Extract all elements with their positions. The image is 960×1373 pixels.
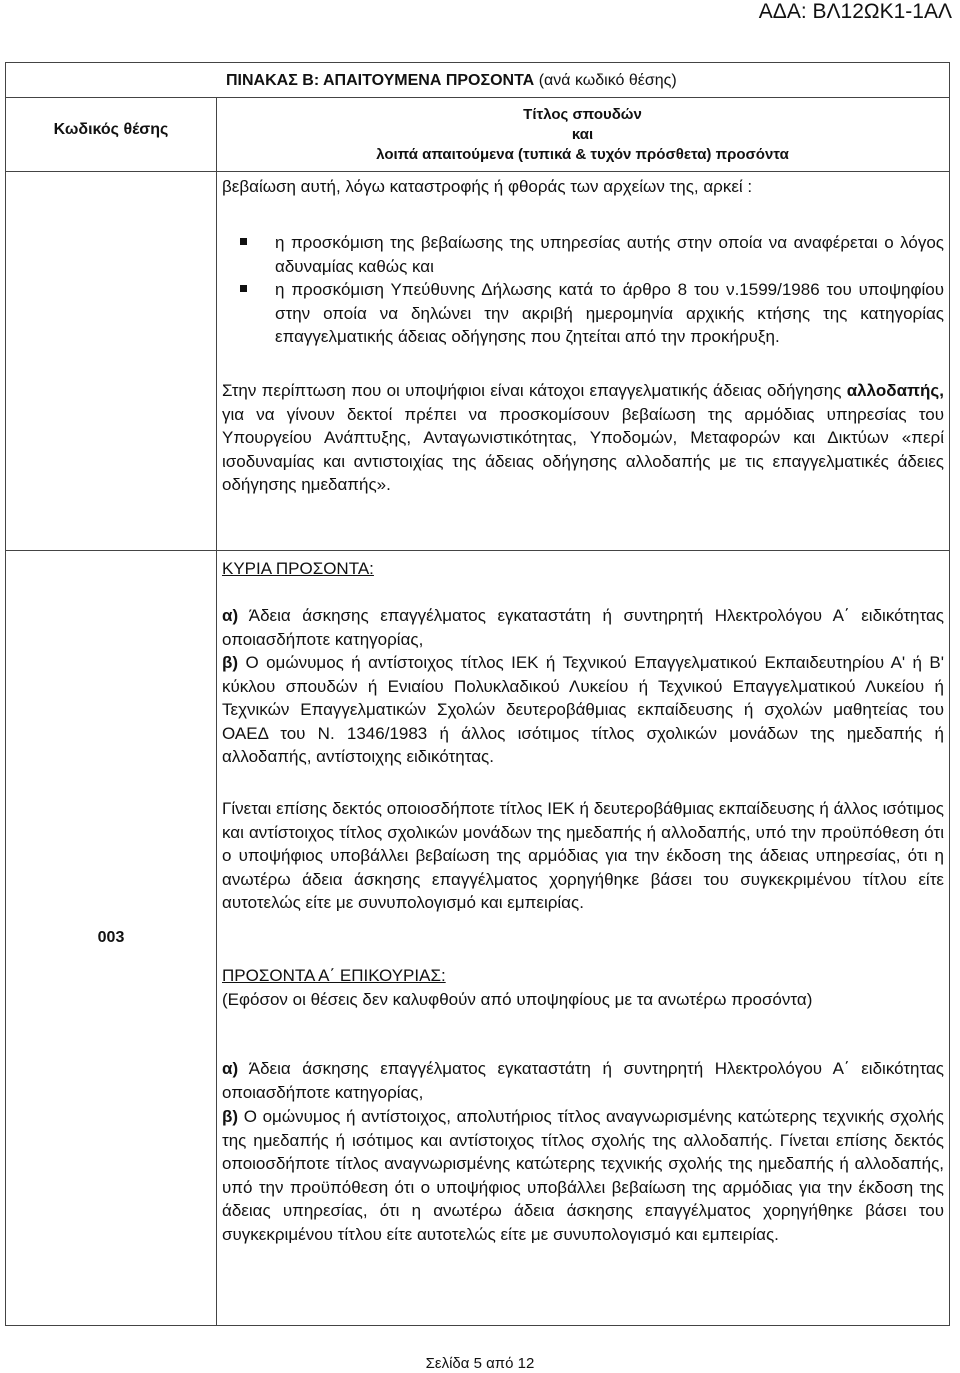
main-qualification-b xyxy=(222,651,944,769)
list-item xyxy=(275,278,944,349)
paragraph-emphasis: αλλοδαπής, xyxy=(846,381,944,400)
column-header-line3: λοιπά απαιτούμενα (τυπικά & τυχόν πρόσθετα) προσόντα xyxy=(376,146,789,163)
heading-text: ΚΥΡΙΑ ΠΡΟΣΟΝΤΑ: xyxy=(222,559,374,578)
bullet-text: η προσκόμιση Υπεύθυνης Δήλωσης κατά το άρθρο 8 του ν.1599/1986 του υποψηφίου στην οποία να δηλώνει την ακριβή ημερομηνία αρχικής κτήσης της κατηγορίας επαγγελματικής άδειας οδήγησης που ζητείται από την προκήρυξη. xyxy=(275,280,944,347)
item-text: Ο ομώνυμος ή αντίστοιχος, απολυτήριος τίτλος αναγνωρισμένης κατώτερης τεχνικής σχολής της ημεδαπής ή ισότιμος και αντίστοιχος τίτλος σχολής της αλλοδαπής. Γίνεται επίσης δεκτός οποιοσδήποτε τίτλος αναγνωρισμένης κατώτερης τεχνικής σχολής της ημεδαπής ή αλλοδαπής, υπό την προϋπόθεση ότι ο υποψήφιος υποβάλλει βεβαίωση της αρμόδιας για την έκδοση της άδειας υπηρεσίας, ότι η ανωτέρω άδεια άσκησης επαγγέλματος χορηγήθηκε βάσει του συγκεκριμένου τίτλου είτε αυτοτελώς είτε με συνυπολογισμό και εμπειρίας. xyxy=(222,1107,944,1244)
main-qualifications-heading xyxy=(222,557,944,581)
item-text: Ο ομώνυμος ή αντίστοιχος τίτλος ΙΕΚ ή Τεχνικού Επαγγελματικού Εκπαιδευτηρίου Α' ή Β' κύκλου σπουδών ή Ενιαίου Πολυκλαδικού Λυκείου ή Τεχνικού Επαγγελματικού Λυκείου ή Τεχνικών Επαγγελματικών Σχολών δευτεροβάθμιας εκπαίδευσης ή σχολών μαθητείας του ΟΑΕΔ του Ν. 1346/1983 ή άλλος ισότιμος τίτλος σχολικών μονάδων της ημεδαπής ή αλλοδαπής, αντίστοιχης ειδικότητας. xyxy=(222,653,944,767)
list-item xyxy=(275,231,944,278)
continuation-intro: βεβαίωση αυτή, λόγω καταστροφής ή φθοράς των αρχείων της, αρκεί : xyxy=(222,177,753,196)
column-header-line2: και xyxy=(571,126,594,143)
item-label: β) xyxy=(222,1107,239,1126)
foreign-license-paragraph xyxy=(222,379,944,497)
main-qualification-a xyxy=(222,604,944,651)
column-divider xyxy=(216,97,217,1325)
table-title-bold: ΠΙΝΑΚΑΣ Β: ΑΠΑΙΤΟΥΜΕΝΑ ΠΡΟΣΟΝΤΑ xyxy=(226,72,535,89)
item-text: Άδεια άσκησης επαγγέλματος εγκαταστάτη ή συντηρητή Ηλεκτρολόγου Α΄ ειδικότητας οποιασδήποτε κατηγορίας, xyxy=(222,606,944,649)
bullet-text: η προσκόμιση της βεβαίωσης της υπηρεσίας αυτής στην οποία να αναφέρεται ο λόγος αδυναμίας καθώς και xyxy=(275,233,944,276)
item-label: β) xyxy=(222,653,239,672)
square-bullet-icon xyxy=(240,285,247,292)
bullet-list xyxy=(275,231,944,349)
auxiliary-qualification-b xyxy=(222,1105,944,1247)
page-number: Σελίδα 5 από 12 xyxy=(425,1355,535,1372)
paragraph-text: Στην περίπτωση που οι υποψήφιοι είναι κάτοχοι επαγγελματικής άδειας οδήγησης xyxy=(222,381,842,400)
main-qualification-extra: Γίνεται επίσης δεκτός οποιοσδήποτε τίτλος ΙΕΚ ή δευτεροβάθμιας εκπαίδευσης ή άλλος ισότιμος και αντίστοιχος τίτλος σχολικών μονάδων της ημεδαπής ή αλλοδαπής, υπό την προϋπόθεση ότι ο υποψήφιος υποβάλλει βεβαίωση της αρμόδιας για την έκδοση της άδειας υπηρεσίας, ότι η ανωτέρω άδεια άσκησης επαγγέλματος χορηγήθηκε βάσει του συγκεκριμένου τίτλου είτε αυτοτελώς είτε με συνυπολογισμό και εμπειρίας. xyxy=(222,799,944,913)
row-divider-title xyxy=(6,97,949,98)
item-text: Άδεια άσκησης επαγγέλματος εγκαταστάτη ή συντηρητή Ηλεκτρολόγου Α΄ ειδικότητας οποιασδήποτε κατηγορίας, xyxy=(222,1059,944,1102)
table-title-note: (ανά κωδικό θέσης) xyxy=(538,72,677,89)
auxiliary-qualification-a xyxy=(222,1057,944,1104)
ada-code: ΑΔΑ: ΒΛ12ΩΚ1-1ΑΛ xyxy=(758,0,952,23)
auxiliary-note: (Εφόσον οι θέσεις δεν καλυφθούν από υποψηφίους με τα ανωτέρω προσόντα) xyxy=(222,990,813,1009)
item-label: α) xyxy=(222,606,239,625)
row-divider-header xyxy=(6,171,949,172)
paragraph-text: για να γίνουν δεκτοί πρέπει να προσκομίσουν βεβαίωση της αρμόδιας υπηρεσίας του Υπουργείου Ανάπτυξης, Ανταγωνιστικότητας, Υποδομών, Μεταφορών και Δικτύων «περί ισοδυναμίας και αντιστοιχίας της άδειας οδήγησης αλλοδαπής με τις επαγγελματικές άδειες οδήγησης ημεδαπής». xyxy=(222,404,944,495)
auxiliary-heading xyxy=(222,964,944,988)
position-code: 003 xyxy=(97,929,125,946)
square-bullet-icon xyxy=(240,238,247,245)
column-header-line1: Τίτλος σπουδών xyxy=(523,106,642,123)
column-header-code: Κωδικός θέσης xyxy=(53,121,169,138)
heading-text: ΠΡΟΣΟΝΤΑ Α΄ ΕΠΙΚΟΥΡΙΑΣ: xyxy=(222,966,446,985)
item-label: α) xyxy=(222,1059,239,1078)
row-divider-003 xyxy=(6,550,949,551)
table-title xyxy=(226,71,677,91)
column-header-title xyxy=(216,105,949,165)
